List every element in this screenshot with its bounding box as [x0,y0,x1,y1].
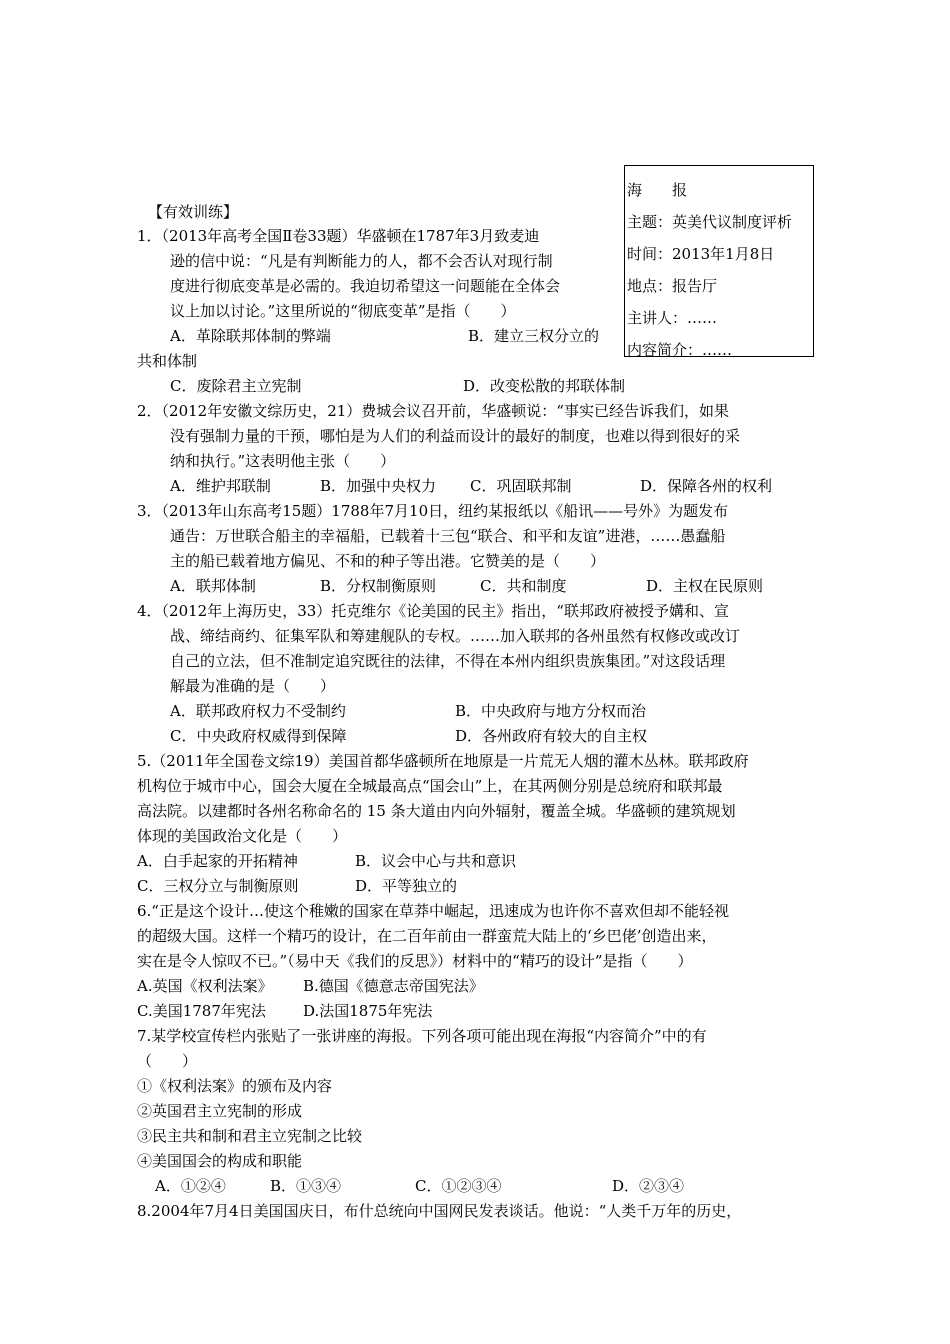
q4-option-c: C．中央政府权威得到保障 [170,727,347,745]
q2-option-a: A．维护邦联制 [170,477,271,495]
q3-line2: 通告：万世联合船主的幸福船，已载着十三包“联合、和平和友谊”进港，……愚蠢船 [170,527,726,545]
q5-option-c: C．三权分立与制衡原则 [137,877,299,895]
q6-line2: 的超级大国。这样一个精巧的设计，在二百年前由一群蛮荒大陆上的‘乡巴佬’创造出来， [137,927,717,945]
q7-item1: ①《权利法案》的颁布及内容 [137,1077,333,1095]
poster-box [624,165,814,357]
q2-option-b: B．加强中央权力 [320,477,437,495]
poster-summary: 内容简介：…… [627,341,733,359]
q2-option-d: D．保障各州的权利 [640,477,773,495]
q2-line1: 2．（2012年安徽文综历史，21）费城会议召开前，华盛顿说：“事实已经告诉我们，如果 [137,402,729,420]
q3-line1: 3．（2013年山东高考15题）1788年7月10日，纽约某报纸以《船讯——号外》为题发布 [137,502,729,520]
q5-option-a: A．白手起家的开拓精神 [137,852,298,870]
q7-item3: ③民主共和制和君主立宪制之比较 [137,1127,363,1145]
q2-option-c: C．巩固联邦制 [470,477,572,495]
q7-line2: （ ） [137,1052,198,1070]
q7-option-d: D．②③④ [612,1177,685,1195]
q4-line1: 4．（2012年上海历史，33）托克维尔《论美国的民主》指出，“联邦政府被授予媾和、宣 [137,602,729,620]
q5-option-b: B．议会中心与共和意识 [355,852,517,870]
q1-option-b-cont: 共和体制 [137,352,198,370]
q3-option-a: A．联邦体制 [170,577,256,595]
q1-option-a: A．革除联邦体制的弊端 [170,327,331,345]
q4-option-d: D．各州政府有较大的自主权 [455,727,648,745]
q4-option-b: B．中央政府与地方分权而治 [455,702,647,720]
q4-option-a: A．联邦政府权力不受制约 [170,702,346,720]
q1-line4: 议上加以讨论。”这里所说的“彻底变革”是指（ ） [170,302,516,320]
q6-line1: 6.“正是这个设计…使这个稚嫩的国家在草莽中崛起，迅速成为也许你不喜欢但却不能轻视 [137,902,729,920]
q8-line1: 8.2004年7月4日美国国庆日，布什总统向中国网民发表谈话。他说：“人类千万年的历史， [137,1202,742,1220]
q5-line4: 体现的美国政治文化是（ ） [137,827,348,845]
section-title: 【有效训练】 [148,203,239,221]
q3-option-c: C．共和制度 [480,577,567,595]
q3-option-b: B．分权制衡原则 [320,577,437,595]
q1-line3: 度进行彻底变革是必需的。我迫切希望这一问题能在全体会 [170,277,561,295]
q3-line3: 主的船已载着地方偏见、不和的种子等出港。它赞美的是（ ） [170,552,606,570]
q5-option-d: D．平等独立的 [355,877,458,895]
q5-line1: 5.（2011年全国卷文综19）美国首都华盛顿所在地原是一片荒无人烟的灌木丛林。联邦政府 [137,752,749,770]
q7-line1: 7.某学校宣传栏内张贴了一张讲座的海报。下列各项可能出现在海报“内容简介”中的有 [137,1027,707,1045]
q2-line3: 纳和执行。”这表明他主张（ ） [170,452,396,470]
poster-topic: 主题：英美代议制度评析 [627,213,793,231]
q7-item4: ④美国国会的构成和职能 [137,1152,303,1170]
q4-line2: 战、缔结商约、征集军队和筹建舰队的专权。……加入联邦的各州虽然有权修改或改订 [170,627,741,645]
q7-option-a: A．①②④ [155,1177,226,1195]
q6-line3: 实在是令人惊叹不已。”（易中天《我们的反思》）材料中的“精巧的设计”是指（ ） [137,952,693,970]
q1-option-b: B．建立三权分立的 [468,327,600,345]
q4-line4: 解最为准确的是（ ） [170,677,336,695]
q3-option-d: D．主权在民原则 [646,577,764,595]
q7-item2: ②英国君主立宪制的形成 [137,1102,303,1120]
q5-line2: 机构位于城市中心，国会大厦在全城最高点“国会山”上，在其两侧分别是总统府和联邦最 [137,777,723,795]
q1-option-d: D．改变松散的邦联体制 [463,377,626,395]
q7-option-b: B．①③④ [270,1177,342,1195]
poster-speaker: 主讲人：…… [627,309,718,327]
poster-place: 地点：报告厅 [627,277,718,295]
q7-option-c: C．①②③④ [415,1177,502,1195]
q1-line2: 逊的信中说：“凡是有判断能力的人，都不会否认对现行制 [170,252,553,270]
q6-option-c: C.美国1787年宪法 [137,1002,266,1020]
q6-option-b: B.德国《德意志帝国宪法》 [303,977,484,995]
poster-time: 时间：2013年1月8日 [627,245,775,263]
q6-option-d: D.法国1875年宪法 [303,1002,433,1020]
q5-line3: 高法院。以建都时各州名称命名的 15 条大道由内向外辐射，覆盖全城。华盛顿的建筑规划 [137,802,736,820]
q1-line1: 1．（2013年高考全国Ⅱ卷33题）华盛顿在1787年3月致麦迪 [137,227,540,245]
q4-line3: 自己的立法，但不准制定追究既往的法律，不得在本州内组织贵族集团。”对这段话理 [170,652,726,670]
q2-line2: 没有强制力量的干预，哪怕是为人们的利益而设计的最好的制度，也难以得到很好的采 [170,427,741,445]
q6-option-a: A.英国《权利法案》 [137,977,273,995]
q1-option-c: C．废除君主立宪制 [170,377,302,395]
poster-title: 海 报 [627,181,688,199]
